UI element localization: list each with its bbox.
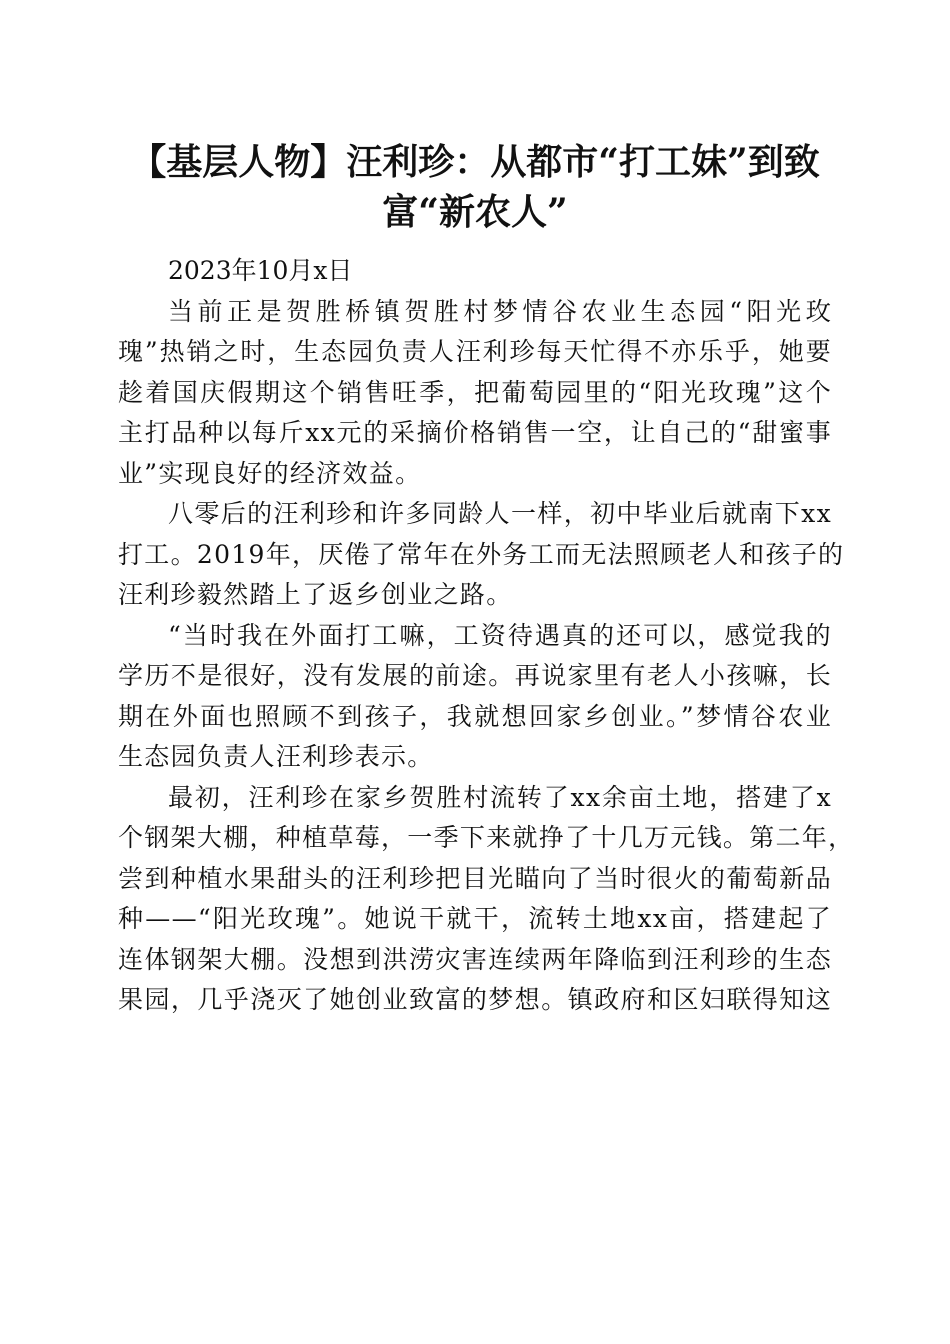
- paragraph-3: [118, 616, 832, 778]
- article-body: [118, 251, 855, 1021]
- title-line-1: 【基层人物】汪利珍：从都市“打工妹”到致: [130, 141, 820, 183]
- paragraph-line: 种——“阳光玫瑰”。她说干就干，流转土地xx亩，搭建起了: [118, 904, 832, 933]
- paragraph-line: 当前正是贺胜桥镇贺胜村梦情谷农业生态园“阳光玫: [168, 296, 832, 326]
- paragraph-line: 期在外面也照顾不到孩子，我就想回家乡创业。”梦情谷农业: [118, 701, 832, 731]
- paragraph-line: 生态园负责人汪利珍表示。: [118, 742, 434, 771]
- paragraph-line: 果园，几乎浇灭了她创业致富的梦想。镇政府和区妇联得知这: [118, 985, 832, 1014]
- page-title: [118, 137, 832, 237]
- paragraph-line: 尝到种植水果甜头的汪利珍把目光瞄向了当时很火的葡萄新品: [118, 863, 832, 893]
- paragraph-line: 八零后的汪利珍和许多同龄人一样，初中毕业后就南下xx: [168, 499, 832, 528]
- paragraph-1: [118, 292, 832, 495]
- paragraph-line: 趁着国庆假期这个销售旺季，把葡萄园里的“阳光玫瑰”这个: [118, 377, 832, 407]
- paragraph-line: 业”实现良好的经济效益。: [118, 458, 422, 488]
- paragraph-line: 打工。2019年，厌倦了常年在外务工而无法照顾老人和孩子的: [118, 539, 845, 569]
- paragraph-4: [118, 778, 855, 1021]
- paragraph-line: 连体钢架大棚。没想到洪涝灾害连续两年降临到汪利珍的生态: [118, 944, 832, 974]
- article-date: 2023年10月x日: [168, 256, 353, 285]
- paragraph-line: 汪利珍毅然踏上了返乡创业之路。: [118, 580, 513, 609]
- title-line-2: 富“新农人”: [382, 191, 568, 233]
- paragraph-line: 学历不是很好，没有发展的前途。再说家里有老人小孩嘛，长: [118, 661, 832, 690]
- paragraph-line: 瑰”热销之时，生态园负责人汪利珍每天忙得不亦乐乎，她要: [118, 337, 832, 366]
- paragraph-line: 主打品种以每斤xx元的采摘价格销售一空，让自己的“甜蜜事: [118, 418, 832, 447]
- paragraph-line: “当时我在外面打工嘛，工资待遇真的还可以，感觉我的: [168, 620, 832, 650]
- paragraph-line: 个钢架大棚，种植草莓，一季下来就挣了十几万元钱。第二年，: [118, 823, 855, 852]
- paragraph-2: [118, 494, 845, 616]
- paragraph-line: 最初，汪利珍在家乡贺胜村流转了xx余亩土地，搭建了x: [168, 782, 832, 812]
